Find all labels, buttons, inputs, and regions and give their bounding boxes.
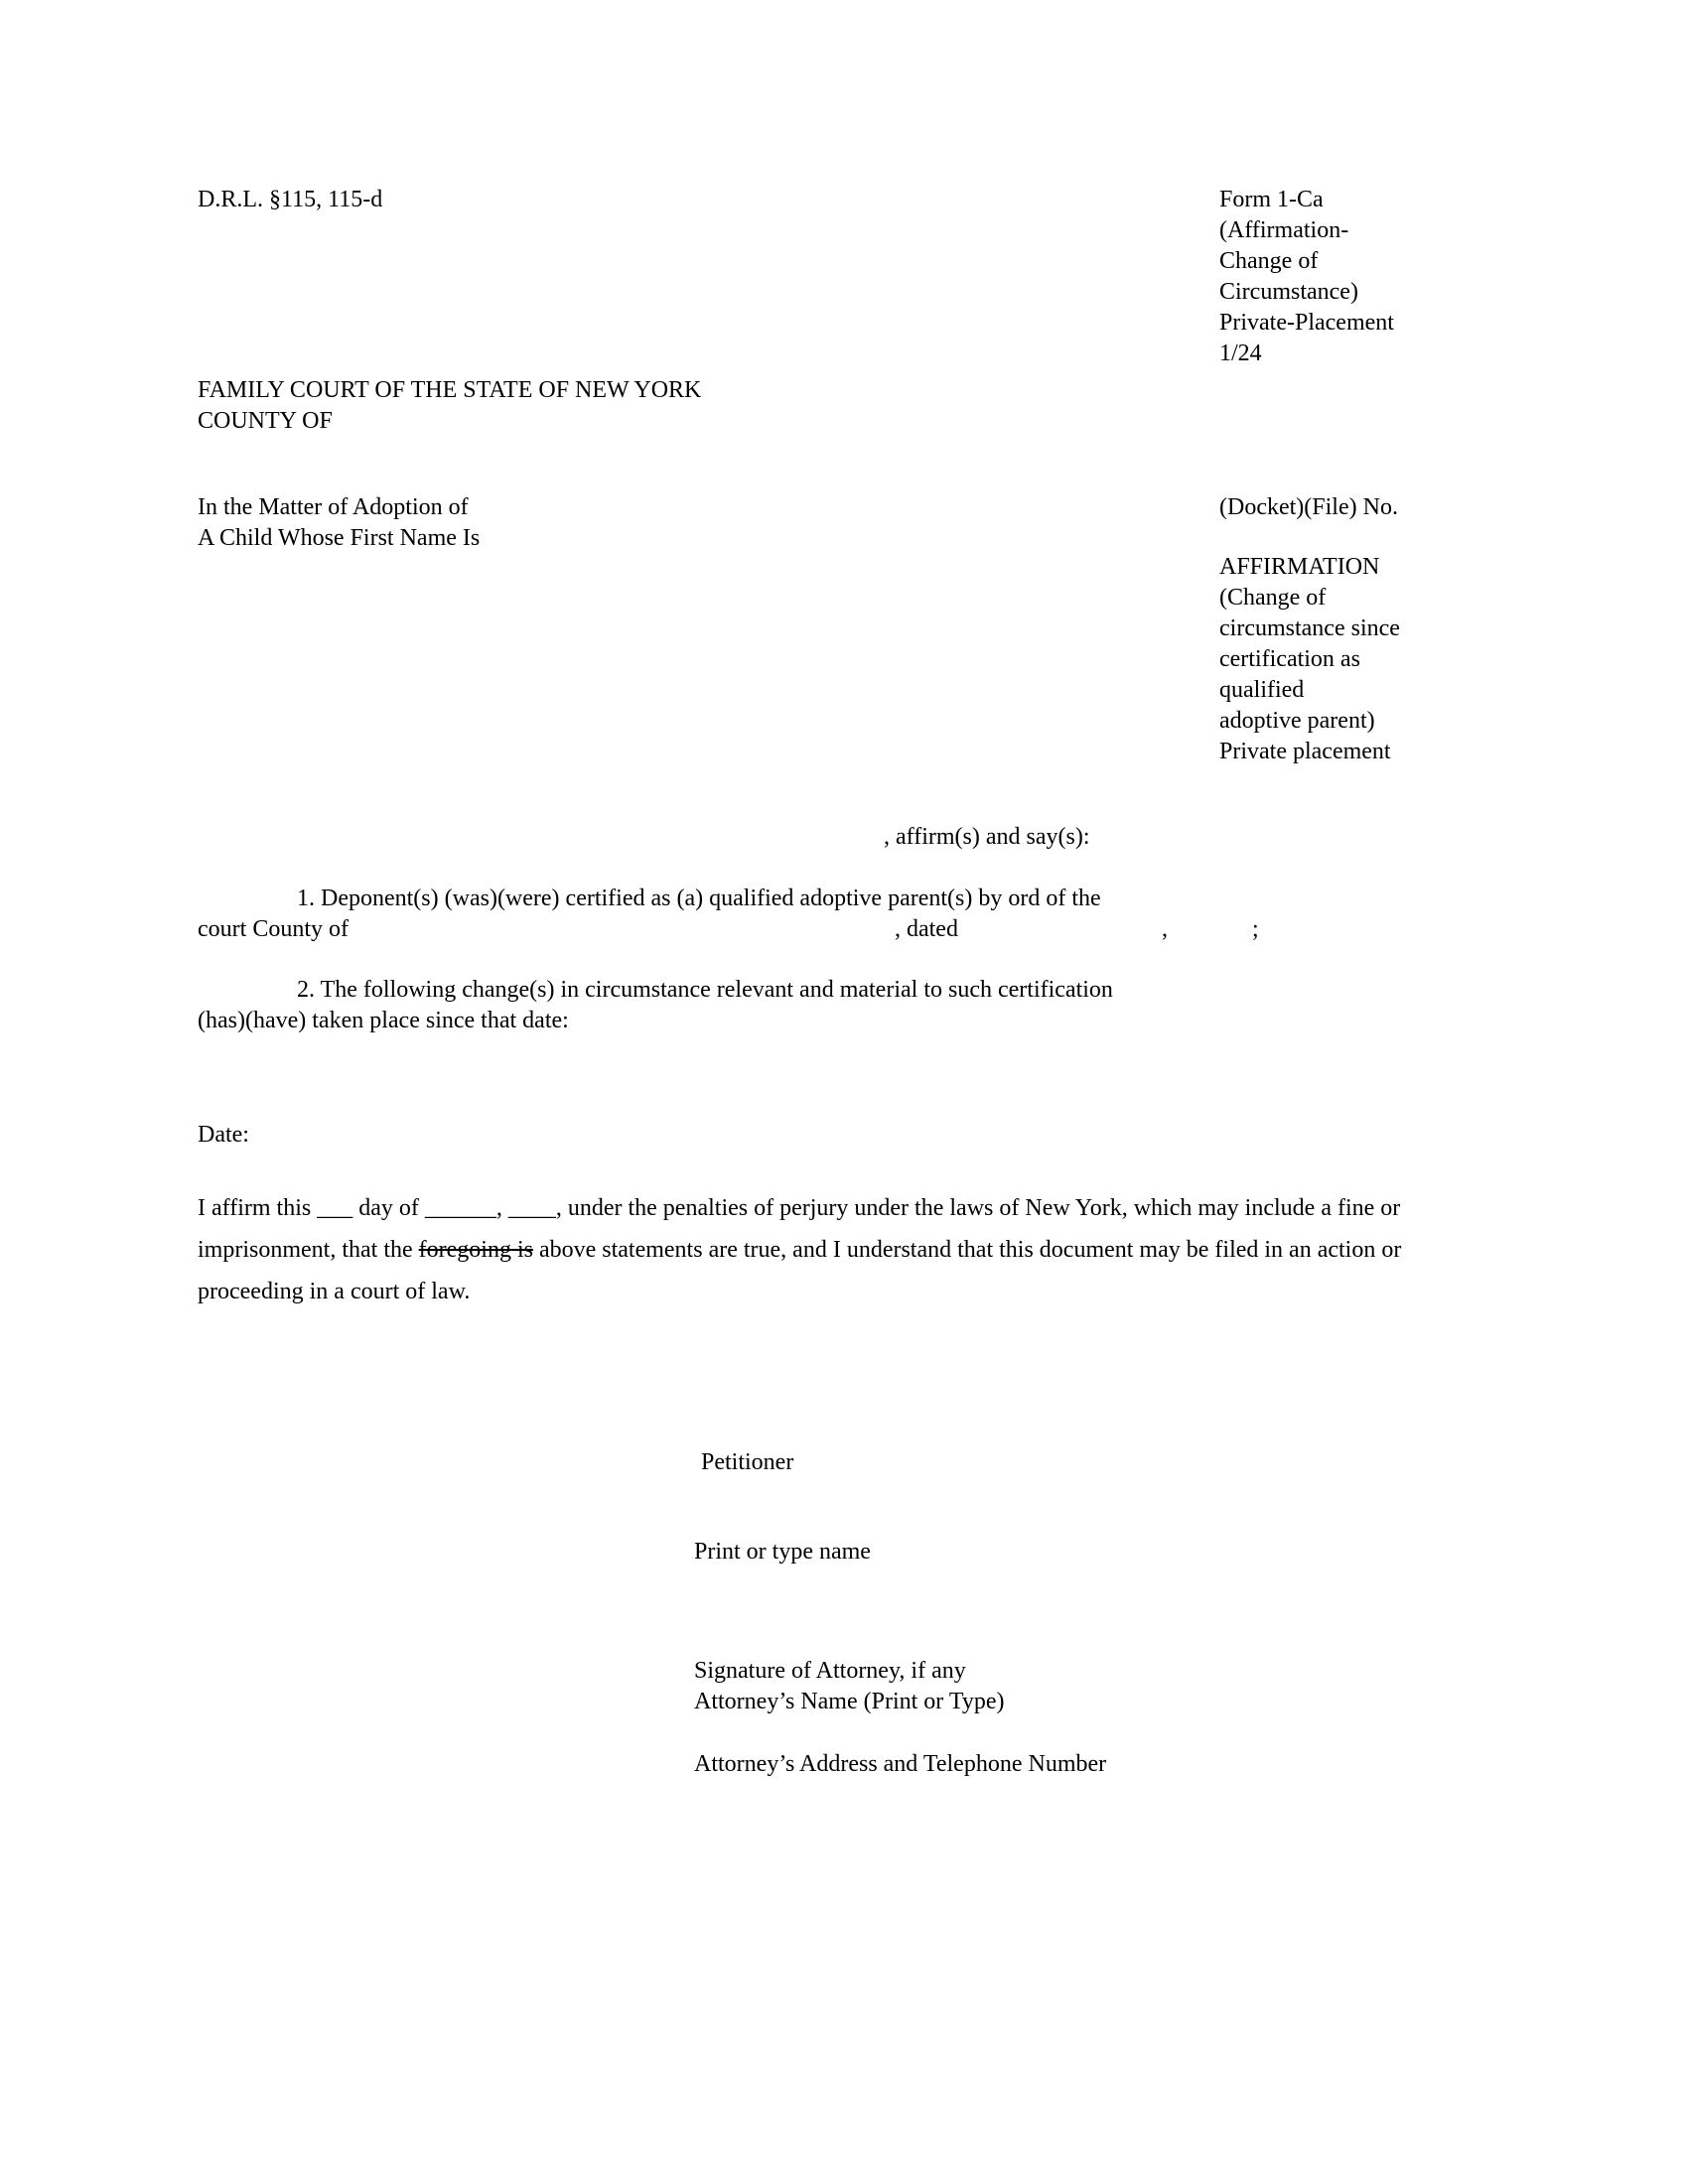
print-name-label: Print or type name xyxy=(694,1539,871,1565)
para1-county-label: court County of xyxy=(198,916,349,942)
affirmation-title-line: (Change of xyxy=(1219,585,1327,611)
paragraph-1-line1: 1. Deponent(s) (was)(were) certified as (a) qualified adoptive parent(s) by ord of the xyxy=(297,886,1101,911)
statute-reference: D.R.L. §115, 115-d xyxy=(198,187,383,212)
matter-line1: In the Matter of Adoption of xyxy=(198,494,469,520)
affirmation-title-line: certification as xyxy=(1219,646,1360,672)
perjury-text-after: above statements are true, and I understand that this document may be filed in an action or proceeding in a court of law. xyxy=(198,1237,1402,1304)
date-label: Date: xyxy=(198,1122,249,1148)
docket-file-no: (Docket)(File) No. xyxy=(1219,494,1398,520)
court-title-line2: COUNTY OF xyxy=(198,408,333,434)
matter-line2: A Child Whose First Name Is xyxy=(198,525,481,551)
paragraph-2 xyxy=(198,975,1488,1036)
affirm-say-line: , affirm(s) and say(s): xyxy=(884,824,1090,850)
attorney-name-label: Attorney’s Name (Print or Type) xyxy=(694,1689,1005,1714)
affirmation-title-line: adoptive parent) xyxy=(1219,708,1375,734)
affirmation-title-line: circumstance since xyxy=(1219,615,1400,641)
county-blank xyxy=(349,935,895,936)
form-id-line: (Affirmation- xyxy=(1219,217,1349,243)
attorney-signature-label: Signature of Attorney, if any xyxy=(694,1658,966,1684)
year-blank xyxy=(1168,935,1252,936)
affirmation-title-line: qualified xyxy=(1219,677,1305,703)
petitioner-label: Petitioner xyxy=(701,1449,794,1475)
form-id-line: Form 1-Ca xyxy=(1219,187,1324,212)
affirmation-title-line: AFFIRMATION xyxy=(1219,554,1380,580)
para1-semicolon: ; xyxy=(1251,916,1259,942)
affirmation-title-block xyxy=(1219,552,1547,767)
paragraph-1 xyxy=(198,884,1488,945)
perjury-text-struck: foregoing is xyxy=(418,1237,533,1263)
attorney-address-label: Attorney’s Address and Telephone Number xyxy=(694,1751,1107,1777)
perjury-text-before: I affirm this ___ day of ______, ____, under the penalties of perjury under the laws of New York, which may include a fine or imprisonment, that the xyxy=(198,1195,1401,1263)
perjury-paragraph xyxy=(198,1187,1483,1312)
paragraph-2-line2: (has)(have) taken place since that date: xyxy=(198,1008,569,1033)
dated-blank xyxy=(958,935,1162,936)
court-title xyxy=(198,375,701,437)
para1-dated-label: , dated xyxy=(894,916,958,942)
paragraph-1-line2 xyxy=(198,914,1488,945)
form-id-line: Circumstance) xyxy=(1219,279,1358,305)
para1-comma: , xyxy=(1161,916,1168,942)
caption-matter xyxy=(198,492,480,554)
paragraph-2-line1: 2. The following change(s) in circumstance relevant and material to such certification xyxy=(297,977,1113,1003)
court-title-line1: FAMILY COURT OF THE STATE OF NEW YORK xyxy=(198,377,702,403)
form-id-line: 1/24 xyxy=(1219,341,1262,366)
form-id-line: Change of xyxy=(1219,248,1319,274)
attorney-signature-block xyxy=(694,1656,1004,1717)
affirmation-title-line: Private placement xyxy=(1219,739,1391,764)
form-id-block xyxy=(1219,185,1547,369)
form-id-line: Private-Placement xyxy=(1219,310,1394,336)
